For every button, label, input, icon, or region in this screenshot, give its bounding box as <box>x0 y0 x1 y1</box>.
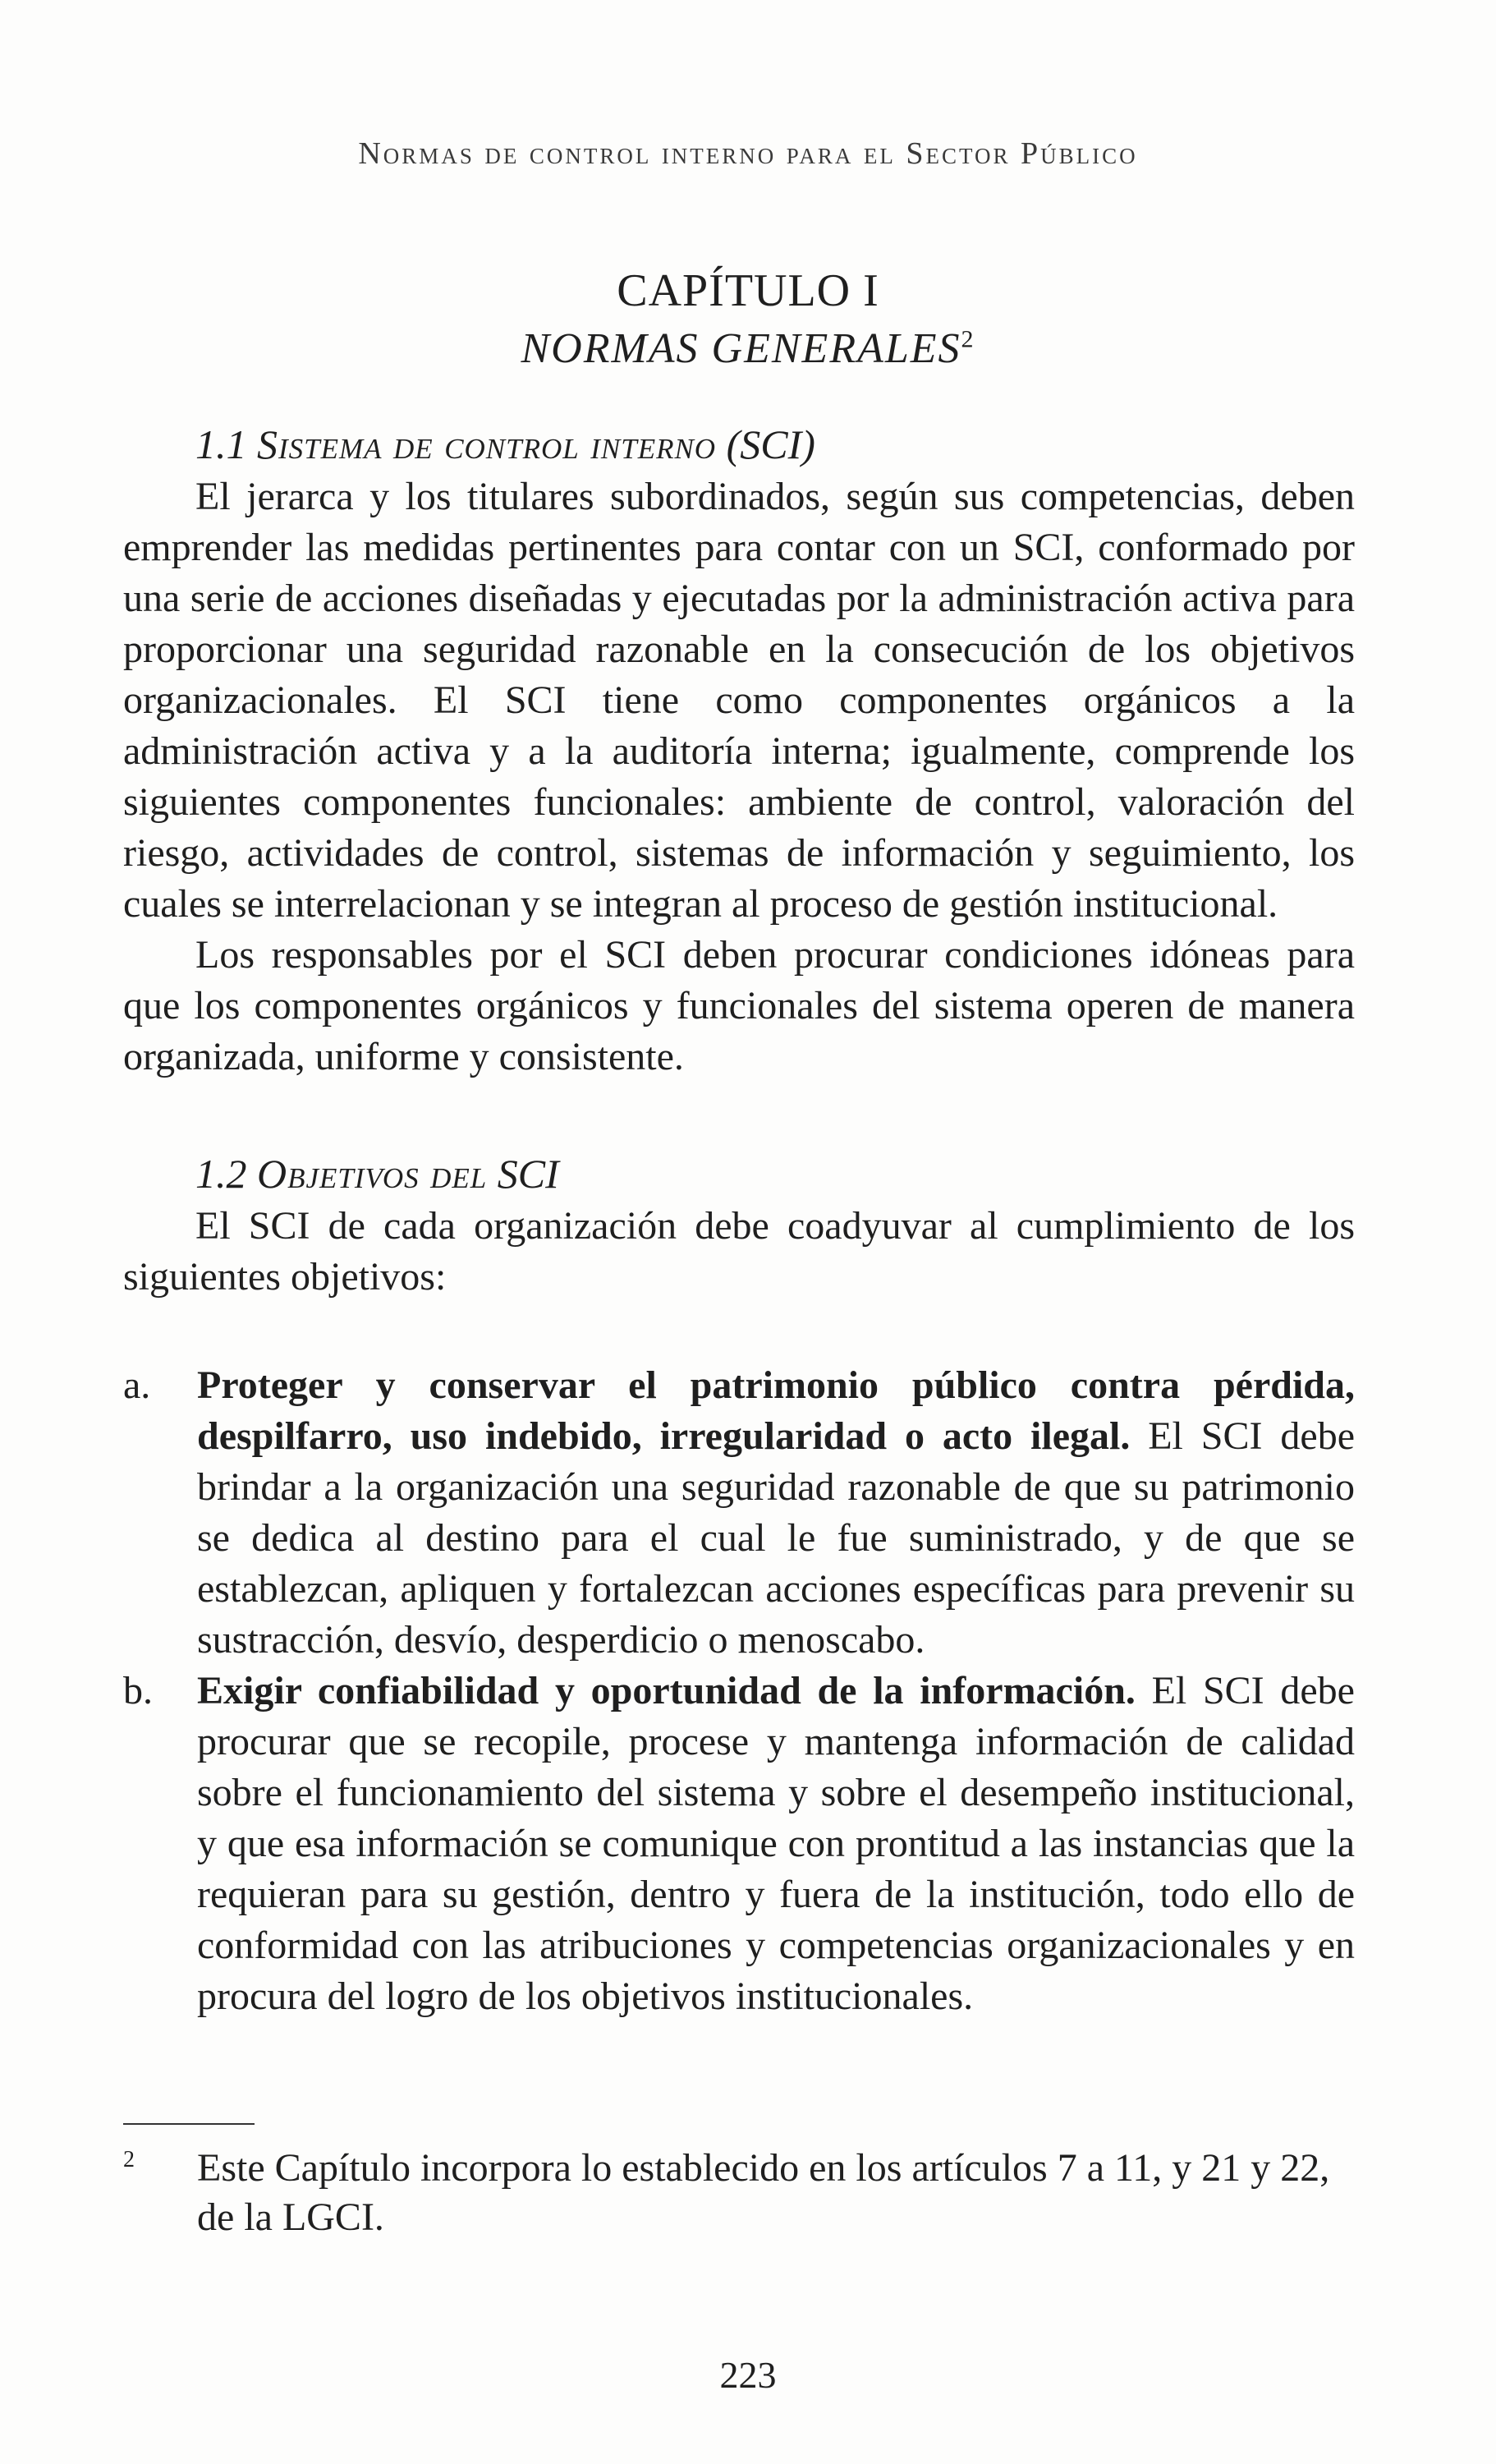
section-number: 1.2 <box>195 1151 247 1197</box>
page-number: 223 <box>719 2354 777 2396</box>
list-item-text <box>197 1666 1355 2022</box>
section-number: 1.1 <box>195 421 247 467</box>
section-abbr: (SCI) <box>726 421 815 467</box>
list-item-text <box>197 1360 1355 1666</box>
spacer <box>123 1083 1355 1148</box>
paragraph: El jerarca y los titulares subordinados, según sus competencias, deben emprender las medidas pertinentes para contar con un SCI, conformado por una serie de acciones diseñadas y ejecutadas por la administración activa para proporcionar una seguridad razonable en la consecución de los objetivos organizacionales. El SCI tiene como componentes orgánicos a la administración activa y a la auditoría interna; igualmente, comprende los siguientes componentes funcionales: ambiente de control, valoración del riesgo, actividades de control, sistemas de información y seguimiento, los cuales se interrelacionan y se integran al proceso de gestión institucional. <box>123 475 1355 926</box>
list-marker: b. <box>123 1669 153 1712</box>
footnote-text: Este Capítulo incorpora lo establecido en los artículos 7 a 11, y 21 y 22, de la LGCI. <box>197 2146 1330 2239</box>
footnote-number: 2 <box>123 2147 135 2172</box>
section-heading-1-1 <box>195 419 1355 470</box>
page-content <box>123 419 1355 2022</box>
chapter-title: CAPÍTULO I <box>617 265 879 316</box>
paragraph: El SCI de cada organización debe coadyuvar al cumplimiento de los siguientes objetivos: <box>123 1204 1355 1299</box>
list-item <box>123 1360 1355 1666</box>
list-marker: a. <box>123 1363 151 1407</box>
list-item-bold: Exigir confiabilidad y oportunidad de la información. <box>197 1669 1136 1712</box>
list-item-body: El SCI debe brindar a la organización una seguridad razonable de que su patrimonio se dedica al destino para el cual le fue suministrado, y de que se establezcan, apliquen y fortalezcan acciones específicas para prevenir su sustracción, desvío, desperdicio o menoscabo. <box>197 1414 1355 1662</box>
spacer <box>123 1303 1355 1360</box>
list-item-bold: Proteger y conservar el patrimonio público contra pérdida, despilfarro, uso indebido, irregularidad o acto ilegal. <box>197 1363 1355 1458</box>
list-item <box>123 1666 1355 2022</box>
section-abbr: SCI <box>497 1151 559 1197</box>
paragraph: Los responsables por el SCI deben procurar condiciones idóneas para que los componentes orgánicos y funcionales del sistema operen de manera organizada, uniforme y consistente. <box>123 933 1355 1078</box>
list-item-body: El SCI debe procurar que se recopile, procese y mantenga información de calidad sobre el funcionamiento del sistema y sobre el desempeño institucional, y que esa información se comunique con prontitud a las instancias que la requieran para su gestión, dentro y fuera de la institución, todo ello de conformidad con las atribuciones y competencias organizacionales y en procura del logro de los objetivos institucionales. <box>197 1669 1355 2018</box>
footnote-reference: 2 <box>961 325 975 353</box>
footnote <box>123 2144 1355 2242</box>
footnote-divider <box>123 2123 255 2125</box>
chapter-subtitle <box>0 324 1496 373</box>
running-head: Normas de control interno para el Sector Público <box>358 136 1138 171</box>
section-title: Objetivos del <box>257 1151 488 1197</box>
objectives-list <box>123 1360 1355 2022</box>
section-title: Sistema de control interno <box>257 421 717 467</box>
chapter-subtitle-text: NORMAS GENERALES <box>521 325 961 372</box>
section-heading-1-2 <box>195 1148 1355 1199</box>
